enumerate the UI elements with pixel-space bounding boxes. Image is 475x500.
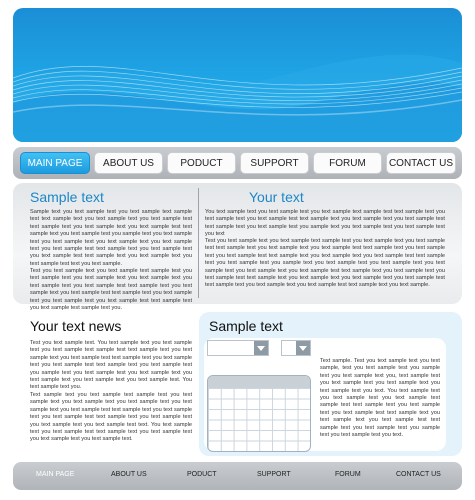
top-right-paragraph-1: You text sample text you text sample test you text sample text sample test text sample text you text sample text you text sample test text sample text you text sample text you text sample test text sample text you text sample test you sample text you text sample test you text sample text you text — [205, 209, 445, 238]
nav-about-us[interactable]: ABOUT US — [94, 152, 163, 174]
news-paragraph-2: Text sample text you text sample text sample test you text sample text you text sample text you text sample text you text sample text you text sample test text sample text you text sample text you text sample test text sample text you text sample text you text sample text you text sample test text. You text sample text you text sample test text sample text you text sample text you text sample test you text sample text. — [30, 392, 192, 443]
nav-contact-us[interactable]: CONTACT US — [386, 152, 456, 174]
footer-forum-link[interactable]: FORUM — [335, 471, 361, 478]
nav-product[interactable]: PODUCT — [167, 152, 236, 174]
top-left-paragraph-2: Test you text sample text you text sample text sample test you text sample text you text sample text you text sample text you text sample text you text sample test text sample text you text sample text you text sample test text sample text you text sample text you text sample text you text sample test text sample text you text sample test sample text you. — [30, 268, 192, 312]
footer-support-link[interactable]: SUPPORT — [257, 471, 291, 478]
nav-support[interactable]: SUPPORT — [240, 152, 309, 174]
top-left-paragraph-1: Sample text you text sample test you text sample text sample test text sample text you text sample text you text sample test text sample text you text sample text you text sample test text sample text you text sample test you sample text you text sample test you text sample text you text sample text you text sample text you text sample test text sample text you text sample text you text sample test text sample text you text sample text you text sample test text you text sample. — [30, 209, 192, 267]
footer-product-link[interactable]: PODUCT — [187, 471, 217, 478]
footer-contact-us-link[interactable]: CONTACT US — [396, 471, 441, 478]
top-left-title: Sample text — [30, 189, 104, 205]
sample-box-title: Sample text — [209, 318, 283, 334]
footer-about-us-link[interactable]: ABOUT US — [111, 471, 147, 478]
grid-cells — [208, 388, 310, 451]
nav-main-page[interactable]: MAIN PAGE — [20, 152, 90, 174]
header-banner — [13, 8, 462, 142]
data-grid[interactable] — [207, 375, 311, 452]
chevron-down-icon — [254, 341, 268, 355]
chevron-down-icon — [296, 341, 310, 355]
dropdown-select-2[interactable] — [281, 340, 311, 356]
grid-header — [208, 376, 310, 388]
footer-bar — [13, 462, 462, 490]
news-paragraph-1: Test you text sample text. You text sample text you text sample test you text sample text sample test text sample text you text sample text you text sample test text sample text you text sample text you text sample test text sample text you text sample test you sample text you text sample test you text sample text you text sample text you text sample text you text sample test. You text sample text you. — [30, 340, 192, 391]
top-right-paragraph-2: Test you text sample text you text sample text sample test you text sample text you text sample test text sample text you text sample text you text sample test text sample text you text sample text you text sample test text sample text you text sample text you text sample test text sample text you text sample test you sample text you text sample test you text sample text you text sample text you text sample text you text sample test text sample text you text sample text you text sample test text sample text you text sample text you text sample text you text sample test text sample text you text sample text you text sample test text sample text you text sample. — [205, 238, 445, 289]
column-divider — [198, 188, 199, 298]
dropdown-select-1[interactable] — [207, 340, 269, 356]
news-title: Your text news — [30, 318, 122, 334]
nav-forum[interactable]: FORUM — [313, 152, 382, 174]
sample-box-paragraph: Text sample. Test you text sample text you text sample, test you text sample test you sample text you text sample text you, text sample test you text sample text you text sample text you text sample text you text. You text sample text you text sample test you text sample text sample test text sample text you text sample text you text sample test text sample text you text sample text you text sample test text sample text you text sample test you sample text you text sample test you text. — [320, 358, 440, 439]
top-right-title: Your text — [249, 189, 304, 205]
footer-main-page-link[interactable]: MAIN PAGE — [36, 471, 75, 478]
wave-decoration — [13, 8, 462, 142]
